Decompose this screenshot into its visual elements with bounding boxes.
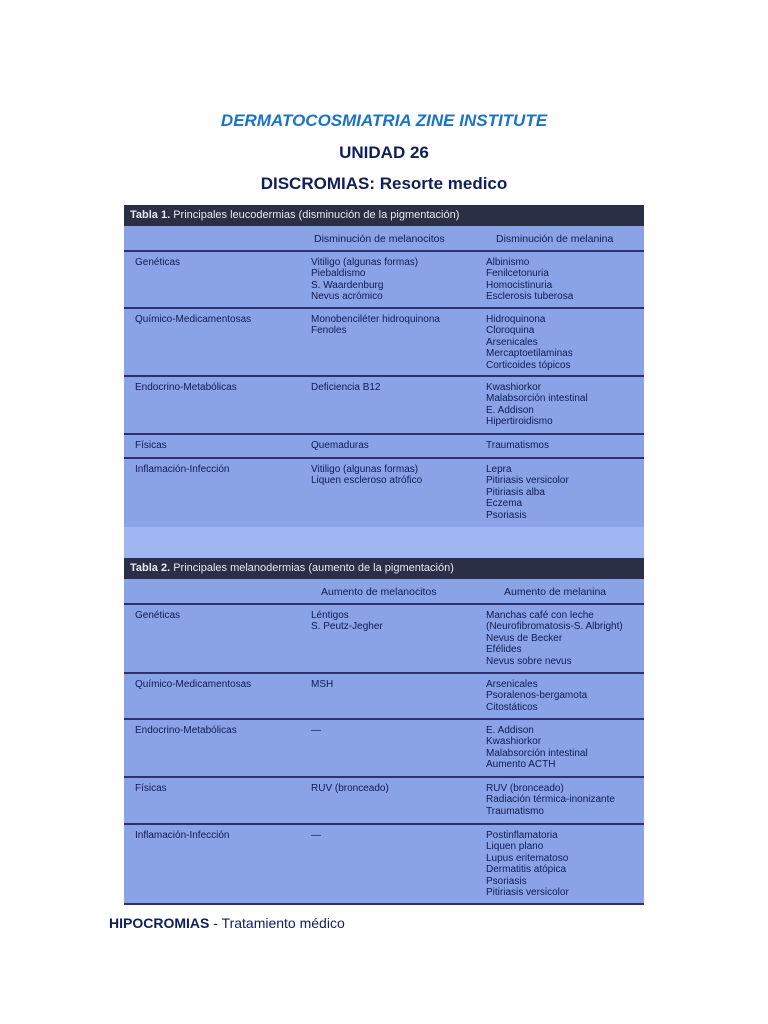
row-category: Endocrino-Metabólicas <box>135 725 237 736</box>
table-title <box>124 205 644 226</box>
table-row <box>124 674 644 720</box>
column-header: Aumento de melanocitos <box>321 586 437 598</box>
row-category: Físicas <box>135 440 167 451</box>
table-caption: Principales leucodermias (disminución de la pigmentación) <box>173 209 460 221</box>
row-category: Inflamación-Infección <box>135 464 230 475</box>
row-category: Físicas <box>135 783 167 794</box>
table-title <box>124 558 644 579</box>
section-heading-bold: HIPOCROMIAS <box>109 915 210 931</box>
row-category: Inflamación-Infección <box>135 830 230 841</box>
section-heading <box>109 915 345 931</box>
row-category: Químico-Medicamentosas <box>135 314 252 325</box>
table-row <box>124 252 644 309</box>
table-row <box>124 459 644 529</box>
table-caption: Principales melanodermias (aumento de la pigmentación) <box>173 562 454 574</box>
table-header-row <box>124 579 644 605</box>
page-title: DISCROMIAS: Resorte medico <box>260 174 508 193</box>
cell-melanina: Hidroquinona Cloroquina Arsenicales Mercaptoetilaminas Corticoides tópicos <box>486 314 573 371</box>
row-category: Genéticas <box>135 610 181 621</box>
cell-melanocitos: Deficiencia B12 <box>311 382 381 393</box>
cell-melanocitos: — <box>311 725 321 736</box>
table-leucodermias <box>124 205 644 527</box>
cell-melanocitos: MSH <box>311 679 334 690</box>
table-row <box>124 825 644 905</box>
cell-melanina: RUV (bronceado) Radiación térmica-inonizante Traumatismo <box>486 783 615 817</box>
cell-melanocitos: Quemaduras <box>311 440 369 451</box>
cell-melanocitos: Vitiligo (algunas formas) Piebaldismo S. Waardenburg Nevus acrómico <box>311 257 419 303</box>
cell-melanocitos: — <box>311 830 321 841</box>
table-row <box>124 778 644 825</box>
section-heading-rest: - Tratamiento médico <box>209 915 345 931</box>
table-number: Tabla 2. <box>130 562 171 574</box>
table-number: Tabla 1. <box>130 209 171 221</box>
column-header: Disminución de melanina <box>496 233 614 245</box>
cell-melanocitos: Léntigos S. Peutz-Jegher <box>311 610 383 633</box>
cell-melanina: Postinflamatoria Liquen plano Lupus eritematoso Dermatitis atópica Psoriasis Pitiriasis versicolor <box>486 830 569 899</box>
cell-melanocitos: Monobenciléter hidroquinona Fenoles <box>311 314 440 337</box>
table-row <box>124 605 644 674</box>
cell-melanocitos: RUV (bronceado) <box>311 783 389 794</box>
table-row <box>124 309 644 377</box>
row-category: Genéticas <box>135 257 181 268</box>
unit-heading: UNIDAD 26 <box>339 143 429 162</box>
cell-melanina: Manchas café con leche (Neurofibromatosis-S. Albright) Nevus de Becker Efélides Nevus sobre nevus <box>486 610 623 667</box>
institute-title: DERMATOCOSMIATRIA ZINE INSTITUTE <box>220 111 548 130</box>
cell-melanocitos: Vitiligo (algunas formas) Liquen escleroso atrófico <box>311 464 423 487</box>
row-category: Endocrino-Metabólicas <box>135 382 237 393</box>
table-header-row <box>124 226 644 252</box>
cell-melanina: Albinismo Fenilcetonuria Homocistinuria Esclerosis tuberosa <box>486 257 574 303</box>
table-row <box>124 435 644 459</box>
table-spacer <box>124 527 644 558</box>
cell-melanina: Traumatismos <box>486 440 549 451</box>
cell-melanina: Lepra Pitiriasis versicolor Pitiriasis alba Eczema Psoriasis <box>486 464 569 521</box>
cell-melanina: E. Addison Kwashiorkor Malabsorción intestinal Aumento ACTH <box>486 725 588 771</box>
cell-melanina: Arsenicales Psoralenos-bergamota Citostáticos <box>486 679 588 713</box>
cell-melanina: Kwashiorkor Malabsorción intestinal E. Addison Hipertiroidismo <box>486 382 588 428</box>
column-header: Aumento de melanina <box>504 586 607 598</box>
row-category: Químico-Medicamentosas <box>135 679 252 690</box>
table-melanodermias <box>124 558 644 905</box>
table-row <box>124 377 644 435</box>
table-row <box>124 720 644 778</box>
column-header: Disminución de melanocitos <box>314 233 445 245</box>
